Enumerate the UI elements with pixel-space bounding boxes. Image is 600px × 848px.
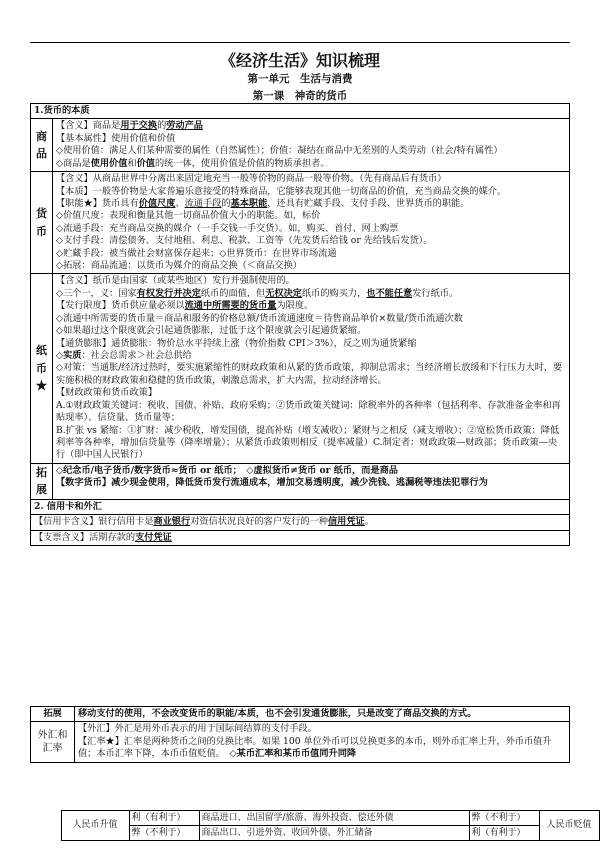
zhibi-inflation: 【通货膨胀】通货膨胀：物价总水平持续上涨（物价指数 CPI＞3%），反之则为通货紧缩 [56, 337, 417, 349]
knowledge-table [30, 103, 570, 546]
content-tuozhan [53, 463, 570, 499]
row-zhipiao [31, 530, 570, 545]
huobi-essence: 【本质】一般等价物是大家普遍乐意接受的特殊商品，它能够表现其他一切商品的价值，充当商品交换的媒介。 [56, 185, 507, 197]
huobi-circulation: ◇流通手段：充当商品交换的媒介（一手交钱一手交货）。如，购买、首付、网上购票 [56, 222, 399, 234]
section-2-header [31, 500, 570, 515]
huobi-value-measure: ◇价值尺度：表现和衡量其他一切商品价值大小的职能。如，标价 [56, 210, 321, 222]
header-rule [30, 42, 570, 43]
label-waihui: 外汇和汇率 [31, 722, 75, 762]
tuozhan-line-2: 【数字货币】减少现金使用，降低货币发行流通成本，增加交易透明度，减少洗钱、逃漏税等违法犯罪行为 [56, 477, 488, 489]
huobi-extension: ◇拓展：商品流通：以货币为媒介的商品交换（＜商品交换） [56, 260, 302, 272]
zhibi-essence: ◇实质：社会总需求＞社会总供给 [56, 350, 192, 362]
zhibi-limit-effect: ◇如果超过这个限度就会引起通货膨胀，过低于这个限度就会引起通货紧缩。 [56, 325, 367, 337]
content-xinyongka: 【信用卡含义】银行信用卡是商业银行对资信状况良好的客户发行的一种信用凭证。 [31, 515, 570, 530]
zhibi-policy-keywords: A.①财政政策关键词：税收、国债、补贴、政府采购；②货币政策关键词：除税率外的各种率（包括利率、存款准备金率和再贴现率）、信贷量、货币量等； [56, 399, 561, 424]
waihui-definition: 【外汇】外汇是用外币表示的用于国际间结算的支付手段。 [78, 723, 317, 735]
zhibi-definition: 【含义】纸币是由国家（或某些地区）发行并强制使用的。 [56, 275, 295, 287]
shangpin-unity: ◇商品是使用价值和价值的统一体，使用价值是价值的物质承担者。 [56, 157, 330, 169]
content-zhipiao: 【支票含义】活期存款的支付凭证 [31, 530, 570, 545]
content-waihui: 【外汇】外汇是用外币表示的用于国际间结算的支付手段。 【汇率★】汇率是两种货币之间的兑换比率。如果 100 单位外币可以兑换更多的本币，则外币汇率上升，外币币值升值；本币汇率下降，本币币值贬值。 ◇某币汇率和某币币值同升同降 人民币升值 利（有利于） 商品进口、出国留学/旅游、海外投资、偿还外债 弊（不利于） 人民币贬值 弊（不利于） 商品出口、引进外资、收回外债、外汇储备 利（有利于） [75, 722, 570, 762]
zhibi-formula: ◇流通中所需要的货币量＝商品和服务的价格总额/货币流通速度＝待售商品单价×数量/货币流通次数 [56, 312, 463, 324]
row-huobi [31, 172, 570, 274]
content-sec2-tuozhan: 移动支付的使用，不会改变货币的职能/本质，也不会引发通货膨胀，只是改变了商品交换的方式。 [75, 707, 570, 722]
huobi-functions: 【职能★】货币具有价值尺度、流通手段的基本职能，还具有贮藏手段、支付手段、世界货币的职能。 [56, 197, 470, 209]
row-zhibi [31, 274, 570, 463]
waihui-table [30, 706, 592, 838]
huobi-storage: ◇贮藏手段：被当做社会财富保存起来；◇世界货币：在世界市场流通 [56, 247, 337, 259]
label-tuozhan: 拓展 [31, 463, 53, 499]
content-shangpin [53, 119, 570, 172]
shangpin-value-explain: ◇使用价值：满足人们某种需要的属性（自然属性）；价值：凝结在商品中无差别的人类劳动（社会/特有属性） [56, 145, 503, 157]
section-1-title: 1.货币的本质 [31, 104, 570, 119]
zhibi-countermeasure: ◇对策：当通胀/经济过热时，要实施紧缩性的财政政策和从紧的货币政策，抑制总需求；当经济增长放缓和下行压力大时，要实施积极的财政政策和稳健的货币政策，刺激总需求，扩大内需，拉动经济增长。 [56, 362, 563, 386]
section-1-header [31, 104, 570, 119]
unit-title: 第一单元 生活与消费 [247, 73, 353, 85]
row-shangpin [31, 119, 570, 172]
shangpin-definition: 【含义】商品是用于交换的劳动产品 [56, 120, 203, 132]
tuozhan-line-1: ◇纪念币/电子货币/数字货币≈货币 or 纸币； ◇虚拟货币≠货币 or 纸币，而是商品 [56, 464, 398, 476]
lesson-title: 第一课 神奇的货币 [252, 90, 348, 102]
page-title: 《经济生活》知识梳理 [219, 51, 380, 70]
huilv-definition: 【汇率★】汇率是两种货币之间的兑换比率。如果 100 单位外币可以兑换更多的本币，则外币汇率上升，外币币值升值；本币汇率下降，本币币值贬值。 ◇某币汇率和某币币值同升同降 [78, 735, 552, 760]
section-2-title: 2. 信用卡和外汇 [31, 500, 570, 515]
row-waihui [31, 722, 570, 762]
label-sec2-tuozhan: 拓展 [31, 707, 75, 722]
row-sec2-tuozhan [31, 707, 570, 722]
row-xinyongka [31, 515, 570, 530]
huobi-payment: ◇支付手段：清偿债务、支付地租、利息、税款、工资等（先发货后给钱 or 先给钱后发货）。 [56, 235, 433, 247]
huobi-definition: 【含义】从商品世界中分离出来固定地充当一般等价物的商品一般等价物。（先有商品后有货币） [56, 173, 447, 185]
content-zhibi [53, 274, 570, 463]
zhibi-issue-limit: 【发行限度】货币供应量必须以流通中所需要的货币量为限度。 [56, 300, 314, 312]
label-shangpin: 商品 [31, 119, 53, 172]
label-huobi: 货币 [31, 172, 53, 274]
shangpin-attributes: 【基本属性】使用价值和价值 [56, 132, 176, 144]
label-zhibi: 纸币★ [31, 274, 53, 463]
content-huobi [53, 172, 570, 274]
zhibi-policy-header: 【财政政策和货币政策】 [56, 387, 158, 399]
row-tuozhan [31, 463, 570, 499]
zhibi-three-points: ◇三个一，义：国家有权发行并决定纸币的面值，但无权决定纸币的购买力，也不能任意发行纸币。 [56, 287, 459, 299]
zhibi-policy-expand: B.扩张 vs 紧缩：①扩财：减少税收，增发国债，提高补贴（增支减收）；紧财与之相反（减支增收）；②宽松货币政策：降低利率等各种率，增加信贷量等（降率增量）；从紧货币政策则相反（提率减量）C.制定者：财政政策—财政部；货币政策—央行（即中国人民银行） [56, 424, 560, 461]
